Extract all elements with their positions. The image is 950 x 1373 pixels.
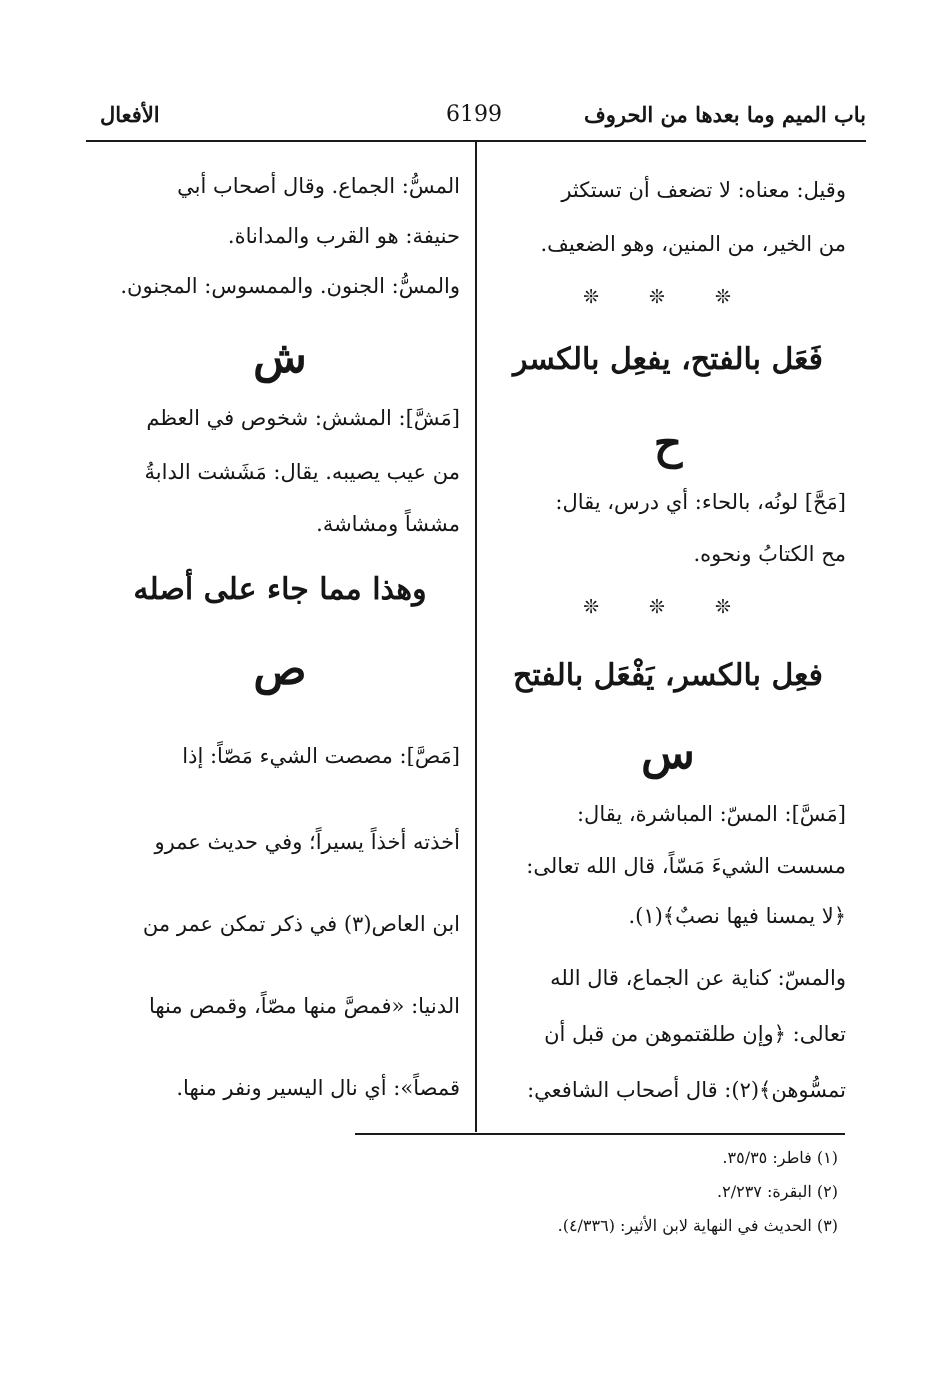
text-line: مسست الشيءَ مَسّاً، قال الله تعالى: [526, 854, 846, 878]
text-line: أخذته أخذاً يسيراً؛ وفي حديث عمرو [154, 830, 460, 854]
text-line: حنيفة: هو القرب والمداناة. [227, 224, 460, 248]
text-line: قمصاً»: أي نال اليسير ونفر منها. [176, 1076, 460, 1100]
letter-heading: ح [653, 418, 683, 469]
section-heading: فعِل بالكسر، يَفْعَل بالفتح [512, 658, 823, 693]
section-heading: فَعَل بالفتح، يفعِل بالكسر [512, 342, 823, 377]
text-line: ابن العاص(٣) في ذكر تمكن عمر من [142, 912, 460, 936]
text-line: [مَصَّ]: مصصت الشيء مَصّاً: إذا [182, 744, 460, 768]
right-column [490, 142, 846, 1132]
text-line: المسُّ: الجماع. وقال أصحاب أبي [177, 174, 460, 198]
footnote-rule [355, 1133, 845, 1135]
section-heading: وهذا مما جاء على أصله [133, 572, 427, 607]
letter-heading: ش [253, 332, 307, 383]
text-line: مششاً ومشاشة. [316, 512, 460, 536]
left-column [100, 142, 460, 1132]
section-stars: ❊ ❊ ❊ [583, 596, 753, 618]
text-line: [مَشَّ]: المشش: شخوص في العظم [146, 406, 460, 430]
text-line: [مَسَّ]: المسّ: المباشرة، يقال: [576, 802, 846, 826]
column-divider [475, 142, 477, 1132]
text-line: من عيب يصيبه. يقال: مَشَشت الدابةُ [144, 460, 460, 484]
text-line: والمسُّ: الجنون. والممسوس: المجنون. [120, 274, 460, 298]
text-line: الدنيا: «فمصَّ منها مصّاً، وقمص منها [148, 994, 460, 1018]
text-line: تمسُّوهن﴾(٢): قال أصحاب الشافعي: [527, 1078, 846, 1102]
footnote: (١) فاطر: ٣٥/٣٥. [722, 1148, 838, 1167]
text-line: والمسّ: كناية عن الجماع، قال الله [550, 966, 846, 990]
letter-heading: ص [253, 644, 307, 695]
page-header [82, 98, 866, 138]
footnote: (٢) البقرة: ٢/٢٣٧. [717, 1182, 838, 1201]
text-line: مح الكتابُ ونحوه. [693, 542, 846, 566]
letter-heading: س [641, 728, 695, 779]
running-title-left: الأفعال [100, 102, 160, 127]
text-line: وقيل: معناه: لا تضعف أن تستكثر [561, 178, 846, 202]
section-stars: ❊ ❊ ❊ [583, 286, 753, 308]
page-number: 6199 [446, 102, 502, 127]
text-line: تعالى: ﴿وإن طلقتموهن من قبل أن [544, 1022, 846, 1046]
text-line: [مَحَّ] لونُه، بالحاء: أي درس، يقال: [555, 490, 846, 514]
text-line: من الخير، من المنين، وهو الضعيف. [540, 232, 846, 256]
running-title-right: باب الميم وما بعدها من الحروف [583, 102, 866, 127]
quran-verse: ﴿لا يمسنا فيها نصبٌ﴾(١). [628, 904, 846, 928]
footnote: (٣) الحديث في النهاية لابن الأثير: (٤/٣٣٦). [557, 1216, 838, 1235]
